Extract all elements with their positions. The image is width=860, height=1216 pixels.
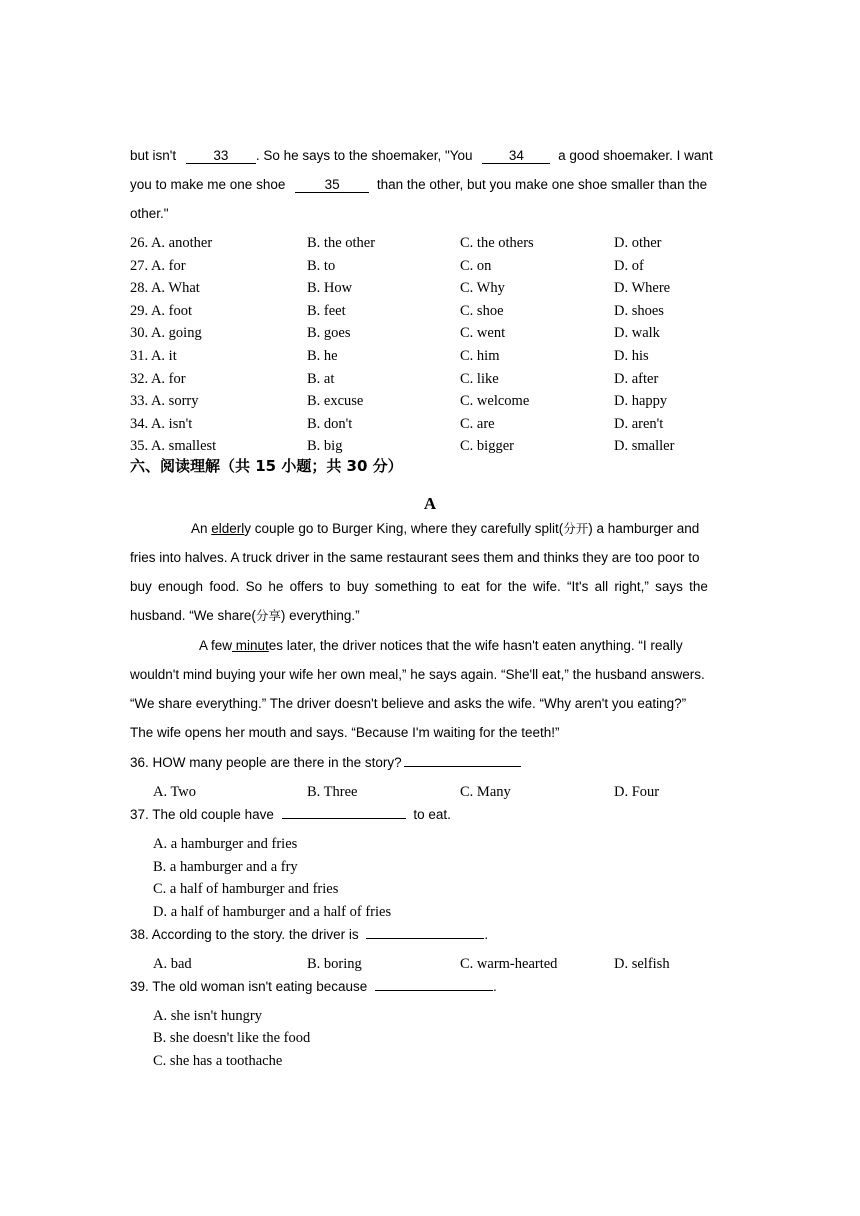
option-d[interactable]: D. happy <box>614 393 668 410</box>
passage-text: An elderly couple go to Burger King, where they carefully split(分开) a hamburger and <box>191 521 700 536</box>
option-row <box>130 323 732 343</box>
question-37: 37. The old couple have to eat. <box>130 807 451 822</box>
option-d[interactable]: D. Four <box>614 784 660 800</box>
option-c[interactable]: C. Many <box>460 784 511 800</box>
cloze-line-1 <box>130 146 732 166</box>
option-b[interactable]: B. big <box>307 438 343 455</box>
question-39: 39. The old woman isn't eating because . <box>130 979 497 994</box>
passage-title: A <box>423 494 437 513</box>
option-c[interactable]: C. the others <box>460 235 534 251</box>
cloze-text: you to make me one shoe <box>130 177 286 192</box>
question-36: 36. HOW many people are there in the story? <box>130 753 521 773</box>
passage-line: husband. “We share(分享) everything.” <box>130 608 360 623</box>
option-a[interactable]: 31. A. it <box>130 348 177 364</box>
passage-line: wouldn't mind buying your wife her own meal,” he says again. “She'll eat,” the husband answers. <box>130 667 705 682</box>
option-a[interactable]: 33. A. sorry <box>130 393 199 410</box>
option-b[interactable]: B. at <box>307 370 335 387</box>
option-d[interactable]: D. a half of hamburger and a half of fries <box>153 904 392 920</box>
option-b[interactable]: B. the other <box>307 235 376 251</box>
option-a[interactable]: 26. A. another <box>130 235 213 251</box>
option-a[interactable]: A. Two <box>153 784 197 800</box>
question-38: 38. According to the story. the driver is . <box>130 927 489 942</box>
cloze-text: a good shoemaker. I want <box>558 148 713 163</box>
option-b[interactable]: B. How <box>307 280 353 297</box>
option-a[interactable]: A. she isn't hungry <box>153 1008 262 1024</box>
option-c[interactable]: C. are <box>460 415 495 432</box>
option-row <box>130 391 732 411</box>
option-row <box>130 369 732 389</box>
option-d[interactable]: D. after <box>614 370 659 387</box>
option-a[interactable]: 35. A. smallest <box>130 438 217 455</box>
option-c[interactable]: C. a half of hamburger and fries <box>153 881 339 897</box>
cloze-text: . So he says to the shoemaker, "You <box>255 148 473 163</box>
option-b[interactable]: B. feet <box>307 302 346 319</box>
option-a[interactable]: 34. A. isn't <box>130 415 193 432</box>
option-row <box>130 301 732 321</box>
option-b[interactable]: B. goes <box>307 325 351 342</box>
option-c[interactable]: C. him <box>460 348 500 364</box>
option-a[interactable]: A. a hamburger and fries <box>153 836 298 852</box>
option-d[interactable]: D. smaller <box>614 438 675 455</box>
option-row <box>130 414 732 434</box>
option-a[interactable]: 27. A. for <box>130 257 186 274</box>
option-c[interactable]: C. went <box>460 325 506 342</box>
option-row <box>130 436 732 456</box>
option-a[interactable]: 28. A. What <box>130 280 200 297</box>
question-36-options <box>153 782 755 802</box>
option-c[interactable]: C. Why <box>460 280 505 297</box>
passage-line: buy enough food. So he offers to buy something to eat for the wife. “It's all right,” says the <box>130 579 708 594</box>
passage-line: A few minutes later, the driver notices that the wife hasn't eaten anything. “I really <box>199 638 683 653</box>
option-c[interactable]: C. on <box>460 257 492 274</box>
cloze-line-3: other." <box>130 206 169 221</box>
option-b[interactable]: B. to <box>307 257 336 274</box>
option-a[interactable]: 30. A. going <box>130 325 202 342</box>
cloze-text: than the other, but you make one shoe smaller than the <box>376 177 708 192</box>
option-d[interactable]: D. Where <box>614 280 671 297</box>
option-d[interactable]: D. of <box>614 257 644 274</box>
option-row <box>130 278 732 298</box>
option-d[interactable]: D. aren't <box>614 415 664 432</box>
option-b[interactable]: B. boring <box>307 956 362 972</box>
blank-34: 34 <box>482 148 550 164</box>
section-heading: 六、阅读理解（共 15 小题；共 30 分） <box>130 457 403 475</box>
option-b[interactable]: B. excuse <box>307 393 364 410</box>
passage-line: “We share everything.” The driver doesn't believe and asks the wife. “Why aren't you eating?” <box>130 696 687 711</box>
blank-33: 33 <box>186 148 256 164</box>
option-d[interactable]: D. shoes <box>614 302 664 319</box>
option-c[interactable]: C. like <box>460 370 499 387</box>
option-row <box>130 233 732 253</box>
cloze-line-2 <box>130 175 732 195</box>
option-c[interactable]: C. she has a toothache <box>153 1053 283 1069</box>
option-c[interactable]: C. bigger <box>460 438 514 455</box>
option-c[interactable]: C. warm-hearted <box>460 956 558 972</box>
option-d[interactable]: D. his <box>614 348 649 364</box>
passage-line: The wife opens her mouth and says. “Because I'm waiting for the teeth!” <box>130 725 560 740</box>
option-b[interactable]: B. don't <box>307 415 353 432</box>
passage-line <box>191 519 732 539</box>
cloze-text: but isn't <box>130 148 177 163</box>
option-a[interactable]: 29. A. foot <box>130 302 193 319</box>
question-38-options <box>153 954 755 974</box>
option-d[interactable]: D. other <box>614 235 662 251</box>
option-c[interactable]: C. shoe <box>460 302 504 319</box>
option-b[interactable]: B. she doesn't like the food <box>153 1030 311 1046</box>
blank-35: 35 <box>295 177 369 193</box>
option-a[interactable]: A. bad <box>153 956 192 972</box>
option-row <box>130 256 732 276</box>
option-c[interactable]: C. welcome <box>460 393 530 410</box>
option-row <box>130 346 732 366</box>
option-d[interactable]: D. selfish <box>614 956 670 972</box>
passage-line: fries into halves. A truck driver in the same restaurant sees them and thinks they are too poor to <box>130 550 700 565</box>
option-d[interactable]: D. walk <box>614 325 660 342</box>
option-b[interactable]: B. Three <box>307 784 358 800</box>
option-a[interactable]: 32. A. for <box>130 370 186 387</box>
option-b[interactable]: B. he <box>307 348 338 364</box>
option-b[interactable]: B. a hamburger and a fry <box>153 859 298 875</box>
